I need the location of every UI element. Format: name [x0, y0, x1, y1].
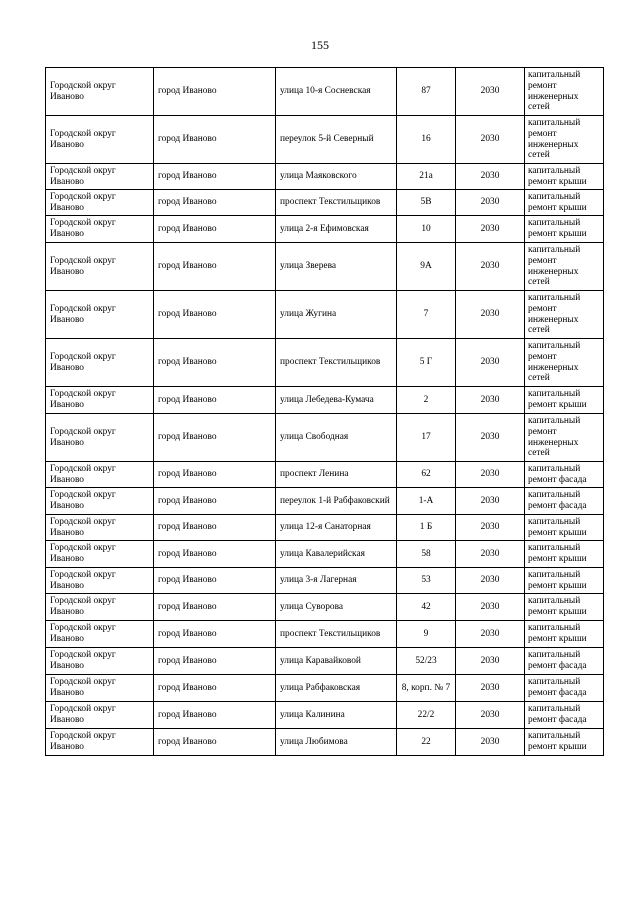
- cell-okrug: Городской округ Иваново: [46, 541, 154, 568]
- cell-work-type: капитальный ремонт инженерных сетей: [525, 339, 604, 387]
- cell-year: 2030: [456, 164, 525, 190]
- cell-year: 2030: [456, 541, 525, 568]
- cell-year: 2030: [456, 621, 525, 648]
- cell-city: город Иваново: [154, 387, 276, 414]
- cell-city: город Иваново: [154, 702, 276, 729]
- cell-street: улица Свободная: [276, 414, 397, 462]
- cell-work-type: капитальный ремонт фасада: [525, 702, 604, 729]
- table-row: [46, 190, 604, 216]
- cell-okrug: Городской округ Иваново: [46, 243, 154, 291]
- table-row: [46, 648, 604, 675]
- cell-okrug: Городской округ Иваново: [46, 216, 154, 243]
- cell-house-number: 21а: [397, 164, 456, 190]
- cell-city: город Иваново: [154, 216, 276, 243]
- page-number: 155: [311, 38, 329, 52]
- cell-street: улица Калинина: [276, 702, 397, 729]
- cell-okrug: Городской округ Иваново: [46, 387, 154, 414]
- cell-year: 2030: [456, 190, 525, 216]
- table-row: [46, 68, 604, 116]
- cell-house-number: 5 Г: [397, 339, 456, 387]
- cell-house-number: 5В: [397, 190, 456, 216]
- cell-work-type: капитальный ремонт инженерных сетей: [525, 414, 604, 462]
- cell-street: проспект Текстильщиков: [276, 339, 397, 387]
- table-row: [46, 675, 604, 702]
- cell-work-type: капитальный ремонт крыши: [525, 729, 604, 756]
- cell-year: 2030: [456, 594, 525, 621]
- cell-city: город Иваново: [154, 339, 276, 387]
- cell-city: город Иваново: [154, 164, 276, 190]
- cell-year: 2030: [456, 387, 525, 414]
- cell-work-type: капитальный ремонт крыши: [525, 164, 604, 190]
- cell-street: улица Кавалерийская: [276, 541, 397, 568]
- cell-year: 2030: [456, 216, 525, 243]
- cell-street: улица 3-я Лагерная: [276, 568, 397, 594]
- cell-okrug: Городской округ Иваново: [46, 729, 154, 756]
- cell-okrug: Городской округ Иваново: [46, 339, 154, 387]
- table-row: [46, 568, 604, 594]
- repair-schedule-table: [45, 67, 604, 756]
- cell-street: улица 12-я Санаторная: [276, 515, 397, 541]
- cell-work-type: капитальный ремонт инженерных сетей: [525, 291, 604, 339]
- cell-work-type: капитальный ремонт крыши: [525, 621, 604, 648]
- table-row: [46, 515, 604, 541]
- cell-street: улица Каравайковой: [276, 648, 397, 675]
- cell-city: город Иваново: [154, 648, 276, 675]
- cell-house-number: 1 Б: [397, 515, 456, 541]
- cell-street: проспект Текстильщиков: [276, 190, 397, 216]
- cell-house-number: 58: [397, 541, 456, 568]
- cell-city: город Иваново: [154, 243, 276, 291]
- table-row: [46, 462, 604, 488]
- cell-house-number: 62: [397, 462, 456, 488]
- cell-year: 2030: [456, 702, 525, 729]
- cell-year: 2030: [456, 414, 525, 462]
- cell-house-number: 7: [397, 291, 456, 339]
- table-body: [46, 68, 604, 756]
- cell-street: улица Суворова: [276, 594, 397, 621]
- cell-work-type: капитальный ремонт крыши: [525, 541, 604, 568]
- cell-street: улица Лебедева-Кумача: [276, 387, 397, 414]
- cell-work-type: капитальный ремонт фасада: [525, 648, 604, 675]
- cell-okrug: Городской округ Иваново: [46, 594, 154, 621]
- cell-street: улица Рабфаковская: [276, 675, 397, 702]
- cell-work-type: капитальный ремонт крыши: [525, 190, 604, 216]
- table-row: [46, 414, 604, 462]
- cell-street: проспект Ленина: [276, 462, 397, 488]
- cell-okrug: Городской округ Иваново: [46, 164, 154, 190]
- cell-street: переулок 1-й Рабфаковский: [276, 488, 397, 515]
- cell-city: город Иваново: [154, 291, 276, 339]
- cell-year: 2030: [456, 339, 525, 387]
- cell-okrug: Городской округ Иваново: [46, 621, 154, 648]
- cell-house-number: 17: [397, 414, 456, 462]
- cell-house-number: 1-А: [397, 488, 456, 515]
- cell-city: город Иваново: [154, 541, 276, 568]
- cell-okrug: Городской округ Иваново: [46, 190, 154, 216]
- cell-okrug: Городской округ Иваново: [46, 488, 154, 515]
- cell-year: 2030: [456, 729, 525, 756]
- cell-okrug: Городской округ Иваново: [46, 462, 154, 488]
- table-row: [46, 594, 604, 621]
- cell-city: город Иваново: [154, 462, 276, 488]
- cell-street: улица 10-я Сосневская: [276, 68, 397, 116]
- cell-year: 2030: [456, 488, 525, 515]
- cell-okrug: Городской округ Иваново: [46, 568, 154, 594]
- cell-street: улица Зверева: [276, 243, 397, 291]
- cell-city: город Иваново: [154, 568, 276, 594]
- cell-year: 2030: [456, 462, 525, 488]
- cell-house-number: 9А: [397, 243, 456, 291]
- cell-okrug: Городской округ Иваново: [46, 515, 154, 541]
- cell-okrug: Городской округ Иваново: [46, 702, 154, 729]
- cell-street: переулок 5-й Северный: [276, 116, 397, 164]
- cell-okrug: Городской округ Иваново: [46, 68, 154, 116]
- table-row: [46, 291, 604, 339]
- table-row: [46, 729, 604, 756]
- table-row: [46, 387, 604, 414]
- cell-year: 2030: [456, 515, 525, 541]
- cell-okrug: Городской округ Иваново: [46, 648, 154, 675]
- table-row: [46, 339, 604, 387]
- table-row: [46, 488, 604, 515]
- cell-street: проспект Текстильщиков: [276, 621, 397, 648]
- cell-city: город Иваново: [154, 621, 276, 648]
- cell-year: 2030: [456, 116, 525, 164]
- cell-year: 2030: [456, 675, 525, 702]
- cell-street: улица Жугина: [276, 291, 397, 339]
- table-row: [46, 164, 604, 190]
- table-row: [46, 216, 604, 243]
- cell-city: город Иваново: [154, 675, 276, 702]
- cell-okrug: Городской округ Иваново: [46, 675, 154, 702]
- cell-year: 2030: [456, 291, 525, 339]
- cell-city: город Иваново: [154, 488, 276, 515]
- cell-house-number: 10: [397, 216, 456, 243]
- cell-house-number: 42: [397, 594, 456, 621]
- cell-work-type: капитальный ремонт крыши: [525, 594, 604, 621]
- cell-city: город Иваново: [154, 594, 276, 621]
- cell-street: улица Маяковского: [276, 164, 397, 190]
- cell-house-number: 22/2: [397, 702, 456, 729]
- cell-city: город Иваново: [154, 729, 276, 756]
- cell-okrug: Городской округ Иваново: [46, 414, 154, 462]
- cell-work-type: капитальный ремонт крыши: [525, 387, 604, 414]
- cell-work-type: капитальный ремонт инженерных сетей: [525, 116, 604, 164]
- cell-house-number: 22: [397, 729, 456, 756]
- cell-house-number: 87: [397, 68, 456, 116]
- cell-year: 2030: [456, 243, 525, 291]
- cell-house-number: 2: [397, 387, 456, 414]
- cell-year: 2030: [456, 648, 525, 675]
- cell-city: город Иваново: [154, 190, 276, 216]
- table-row: [46, 541, 604, 568]
- cell-city: город Иваново: [154, 116, 276, 164]
- cell-city: город Иваново: [154, 68, 276, 116]
- cell-house-number: 9: [397, 621, 456, 648]
- cell-street: улица 2-я Ефимовская: [276, 216, 397, 243]
- cell-house-number: 53: [397, 568, 456, 594]
- cell-street: улица Любимова: [276, 729, 397, 756]
- cell-city: город Иваново: [154, 515, 276, 541]
- cell-work-type: капитальный ремонт инженерных сетей: [525, 68, 604, 116]
- table-row: [46, 702, 604, 729]
- cell-house-number: 16: [397, 116, 456, 164]
- cell-work-type: капитальный ремонт крыши: [525, 216, 604, 243]
- table-row: [46, 243, 604, 291]
- cell-work-type: капитальный ремонт крыши: [525, 515, 604, 541]
- cell-work-type: капитальный ремонт фасада: [525, 675, 604, 702]
- cell-work-type: капитальный ремонт фасада: [525, 488, 604, 515]
- cell-city: город Иваново: [154, 414, 276, 462]
- table-row: [46, 116, 604, 164]
- cell-house-number: 8, корп. № 7: [397, 675, 456, 702]
- cell-okrug: Городской округ Иваново: [46, 116, 154, 164]
- cell-work-type: капитальный ремонт крыши: [525, 568, 604, 594]
- table-row: [46, 621, 604, 648]
- cell-year: 2030: [456, 568, 525, 594]
- cell-work-type: капитальный ремонт инженерных сетей: [525, 243, 604, 291]
- cell-year: 2030: [456, 68, 525, 116]
- cell-work-type: капитальный ремонт фасада: [525, 462, 604, 488]
- cell-okrug: Городской округ Иваново: [46, 291, 154, 339]
- cell-house-number: 52/23: [397, 648, 456, 675]
